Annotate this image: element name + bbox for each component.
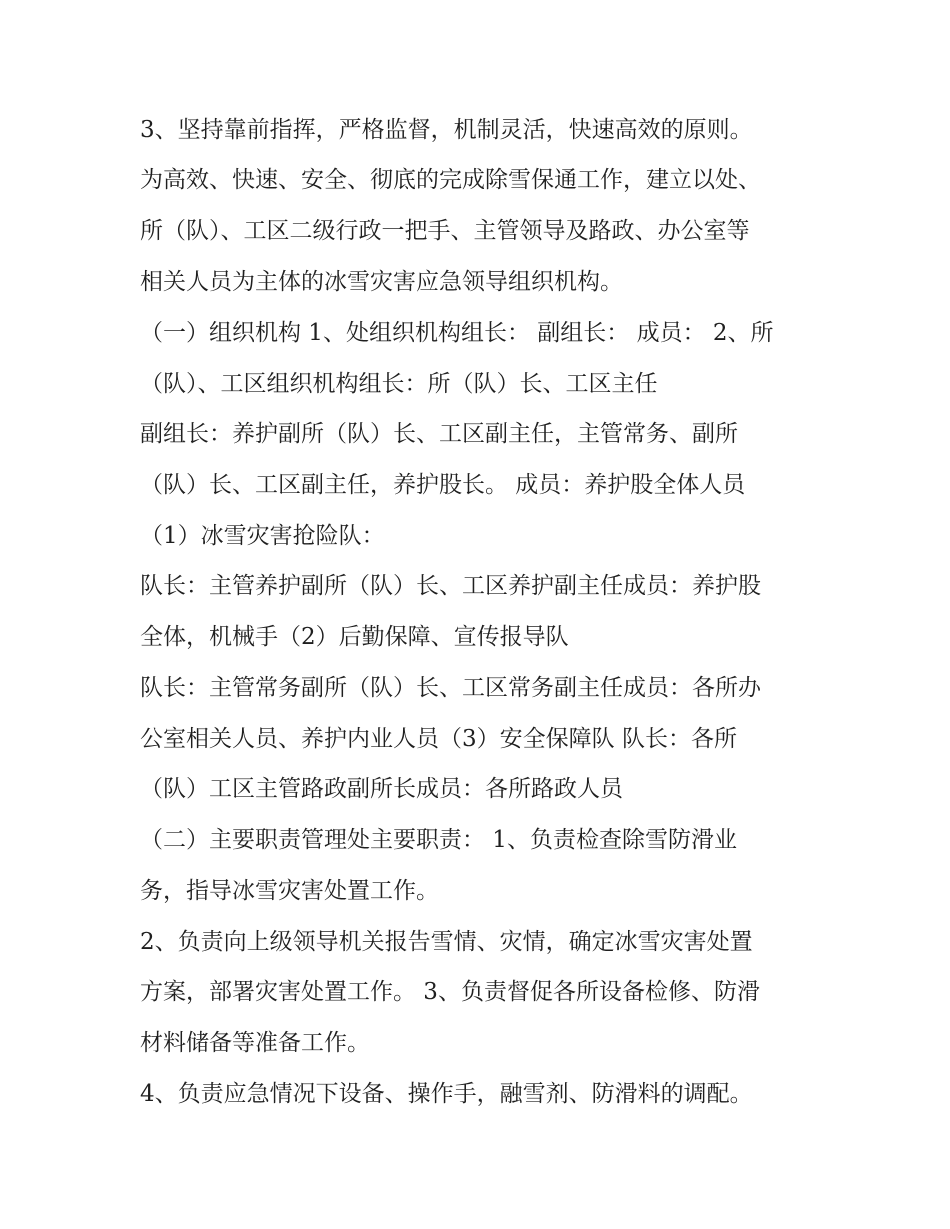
text-line-11: 全体，机械手（2）后勤保障、宣传报导队 (140, 624, 569, 650)
text-line-19: 材料储备等准备工作。 (140, 1030, 370, 1056)
text-line-4: 相关人员为主体的冰雪灾害应急领导组织机构。 (140, 269, 623, 295)
text-line-3: 所（队）、工区二级行政一把手、主管领导及路政、办公室等 (140, 218, 750, 244)
text-line-2: 为高效、快速、安全、彻底的完成除雪保通工作，建立以处、 (140, 167, 761, 193)
text-line-10: 队长：主管养护副所（队）长、工区养护副主任成员：养护股 (140, 573, 761, 599)
text-line-8: （队）长、工区副主任，养护股长。 成员：养护股全体人员 (140, 472, 746, 498)
text-line-6: （队）、工区组织机构组长：所（队）长、工区主任 (140, 371, 658, 397)
text-line-1: 3、坚持靠前指挥，严格监督，机制灵活，快速高效的原则。 (140, 117, 753, 143)
text-line-18: 方案，部署灾害处置工作。 3、负责督促各所设备检修、防滑 (140, 979, 760, 1005)
text-line-14: （队）工区主管路政副所长成员：各所路政人员 (140, 776, 623, 802)
text-line-12: 队长：主管常务副所（队）长、工区常务副主任成员：各所办 (140, 675, 761, 701)
text-line-16: 务，指导冰雪灾害处置工作。 (140, 878, 439, 904)
text-line-20: 4、负责应急情况下设备、操作手，融雪剂、防滑料的调配。 (140, 1081, 753, 1107)
text-line-7: 副组长：养护副所（队）长、工区副主任，主管常务、副所 (140, 421, 738, 447)
text-line-13: 公室相关人员、养护内业人员（3）安全保障队 队长：各所 (140, 726, 737, 752)
text-line-15: （二）主要职责管理处主要职责： 1、负责检查除雪防滑业 (140, 827, 737, 853)
text-line-17: 2、负责向上级领导机关报告雪情、灾情，确定冰雪灾害处置 (140, 929, 753, 955)
text-line-9: （1）冰雪灾害抢险队： (140, 523, 385, 549)
text-line-5: （一）组织机构 1、处组织机构组长： 副组长： 成员： 2、所 (140, 320, 774, 346)
